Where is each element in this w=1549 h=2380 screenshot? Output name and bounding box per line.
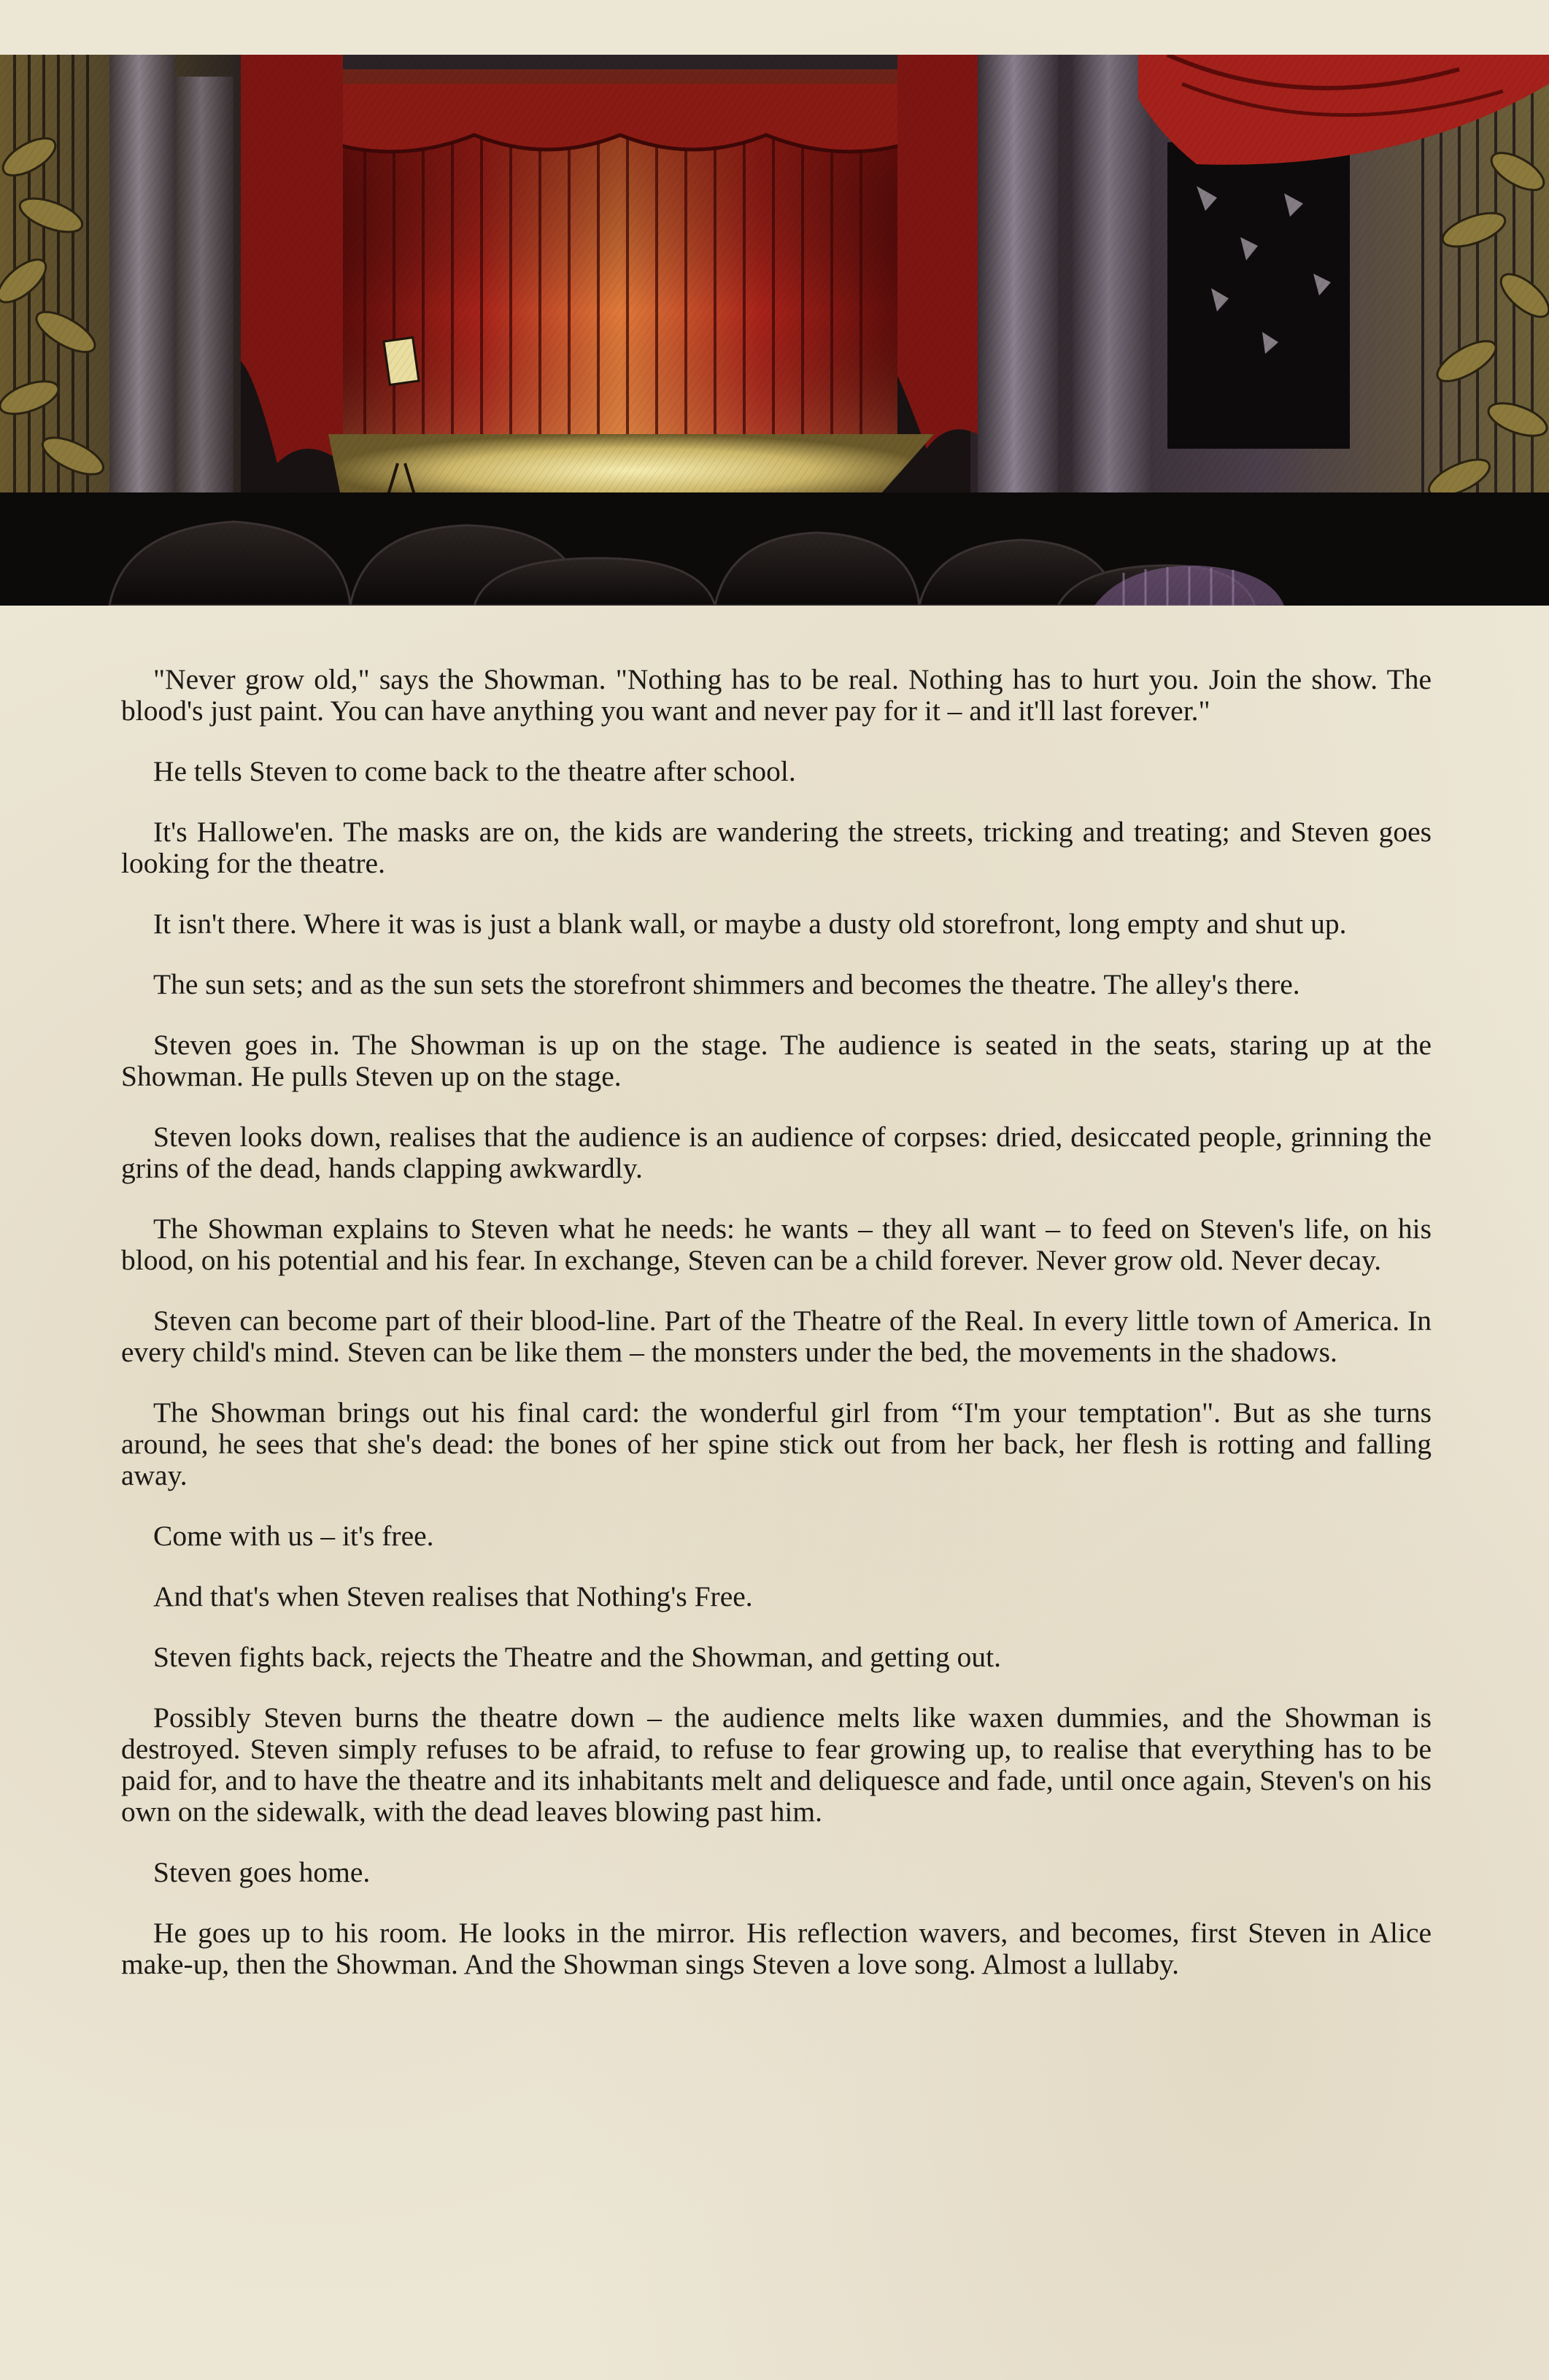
story-paragraph: Steven can become part of their blood-line. Part of the Theatre of the Real. In every little town of America. In every child's mind. Steven can be like them – the monsters under the bed, the movements in the shadows. — [121, 1305, 1432, 1368]
story-paragraph: It isn't there. Where it was is just a blank wall, or maybe a dusty old storefront, long empty and shut up. — [153, 908, 1347, 940]
story-paragraph: He tells Steven to come back to the theatre after school. — [153, 755, 796, 787]
story-paragraph: Steven goes home. — [153, 1856, 371, 1888]
story-paragraph: "Never grow old," says the Showman. "Nothing has to be real. Nothing has to hurt you. Join the show. The blood's just paint. You can have anything you want and never pay for it – and it'll last forever." — [121, 663, 1432, 727]
story-paragraph: Steven goes in. The Showman is up on the stage. The audience is seated in the seats, staring up at the Showman. He pulls Steven up on the stage. — [121, 1029, 1432, 1092]
theatre-stage-illustration — [0, 55, 1549, 606]
story-paragraph: The sun sets; and as the sun sets the storefront shimmers and becomes the theatre. The alley's there. — [153, 968, 1300, 1000]
story-paragraph: Steven looks down, realises that the audience is an audience of corpses: dried, desiccated people, grinning the grins of the dead, hands clapping awkwardly. — [121, 1121, 1432, 1184]
story-paragraph: He goes up to his room. He looks in the mirror. His reflection wavers, and becomes, first Steven in Alice make-up, then the Showman. And the Showman sings Steven a love song. Almost a lullaby. — [121, 1917, 1432, 1980]
story-text — [121, 664, 1432, 2009]
story-paragraph: It's Hallowe'en. The masks are on, the kids are wandering the streets, tricking and treating; and Steven goes looking for the theatre. — [121, 816, 1432, 879]
story-paragraph: Come with us – it's free. — [153, 1520, 434, 1552]
story-paragraph: The Showman explains to Steven what he needs: he wants – they all want – to feed on Steven's life, on his blood, on his potential and his fear. In exchange, Steven can be a child forever. Never grow old. Never decay. — [121, 1213, 1432, 1276]
story-paragraph: Possibly Steven burns the theatre down – the audience melts like waxen dummies, and the Showman is destroyed. Steven simply refuses to be afraid, to refuse to fear growing up, to realise that everything has to be paid for, and to have the theatre and its inhabitants melt and deliquesce and fade, until once again, Steven's on his own on the sidewalk, with the dead leaves blowing past him. — [121, 1701, 1432, 1828]
illustration-svg — [0, 55, 1549, 606]
story-paragraph: Steven fights back, rejects the Theatre and the Showman, and getting out. — [153, 1641, 1002, 1673]
story-paragraph: And that's when Steven realises that Nothing's Free. — [153, 1580, 753, 1612]
story-paragraph: The Showman brings out his final card: the wonderful girl from “I'm your temptation". But as she turns around, he sees that she's dead: the bones of her spine stick out from her back, her flesh is rotting and falling away. — [121, 1396, 1432, 1491]
